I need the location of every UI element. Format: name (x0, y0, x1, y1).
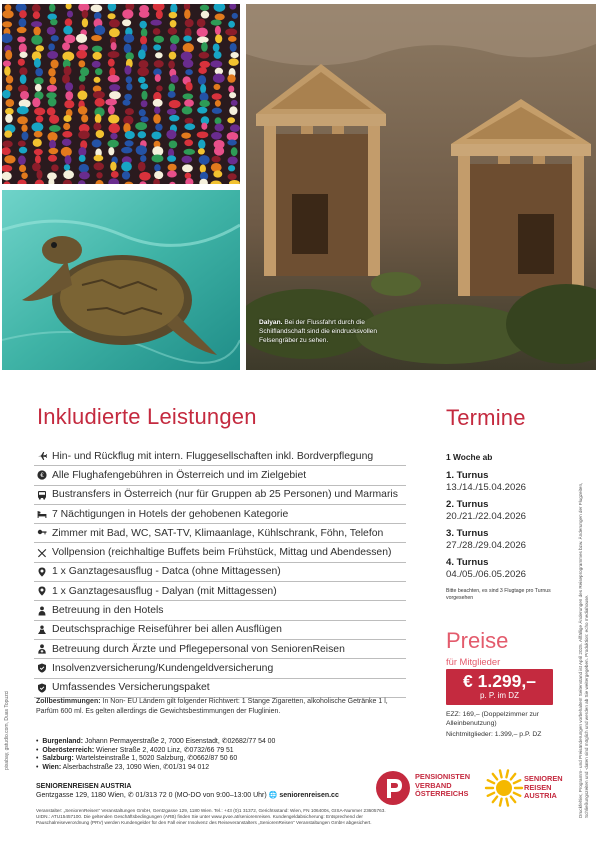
trip-duration: 1 Woche ab (446, 452, 493, 462)
company-address: Gentzgasse 129, 1180 Wien, (36, 792, 126, 799)
office-address (36, 755, 366, 764)
globe-icon: 🌐 (268, 792, 278, 799)
office-street: Wartelsteinstraße 1, 5020 Salzburg, (75, 755, 186, 763)
sra-logo-text (524, 775, 563, 801)
service-item (34, 640, 406, 659)
service-item (34, 466, 406, 485)
sun-icon (484, 768, 524, 808)
turnus-name: 4. Turnus (446, 557, 489, 568)
euro-icon (34, 470, 49, 480)
office-address (36, 764, 366, 773)
price-amount: € 1.299,– (463, 671, 536, 691)
office-street: Johann Permayerstraße 2, 7000 Eisenstadt, (84, 738, 220, 745)
service-item (34, 505, 406, 524)
service-label: Umfassendes Versicherungspaket (52, 682, 210, 694)
service-item (34, 659, 406, 678)
senioren-reisen-logo (484, 768, 584, 808)
customs-label: Zollbestimmungen: (36, 698, 101, 705)
office-addresses (36, 738, 366, 772)
service-item (34, 601, 406, 620)
sra-line: SENIOREN (524, 774, 563, 783)
bed-icon (34, 509, 49, 519)
location-pin-icon (34, 567, 49, 577)
price-unit: p. P. im DZ (480, 691, 519, 700)
cutlery-icon (34, 548, 49, 558)
service-item (34, 524, 406, 543)
caption-place: Dalyan. (259, 319, 283, 326)
office-phone: 02682/77 54 00 (227, 738, 276, 745)
service-label: Insolvenzversicherung/Kundengeldversicherung (52, 662, 274, 674)
service-item (34, 582, 406, 601)
turnus-name: 3. Turnus (446, 528, 489, 539)
turnus-dates: 04./05./06.05.2026 (446, 569, 527, 580)
service-item (34, 543, 406, 562)
caption-text: Bei der Flussfahrt durch die Schilflandschaft sind die eindrucksvollen Felsengräber zu sehen. (259, 319, 378, 345)
office-phone: 0662/87 50 60 (193, 755, 238, 763)
shield-icon (34, 683, 49, 693)
service-label: 1 x Ganztagesausflug - Datca (ohne Mittagessen) (52, 566, 281, 578)
turnus-name: 1. Turnus (446, 470, 489, 481)
pvo-line: VERBAND (415, 780, 452, 790)
turnus-dates: 20./21./22.04.2026 (446, 511, 527, 522)
fine-print: Veranstalter: „SeniorenReisen“ Veranstaltungen GmbH, Gentzgasse 129, 1180 Wien. Tel.: +43 (0)1 31372, Gerichtsstand: Wien, FN 106400s, GISA-Nummer 23605763. UIDN.: ATU15457100. Die geltenden Geschäftsbedingungen (ARB) finden Sie unter www.pvoe.at/seniorenreisen. Kundengeldabsicherung: Entsprechend der Pauschalreiseverordnung (PRV) werden Kundengelder für den Fall einer Insolvenz des Reiseveranstalters „SeniorenReisen“ Veranstaltungen GmbH abgesichert. (36, 808, 386, 825)
bus-icon (34, 490, 49, 500)
office-street: Alserbachstraße 23, 1090 Wien, (62, 763, 162, 771)
office-region: Wien: (42, 763, 62, 771)
service-label: Betreuung durch Ärzte und Pflegepersonal von SeniorenReisen (52, 643, 345, 655)
service-label: Deutschsprachige Reiseführer bei allen Ausflügen (52, 624, 282, 636)
pvo-line: PENSIONISTEN (415, 772, 471, 781)
office-street: Wiener Straße 2, 4020 Linz, (96, 746, 182, 754)
service-item (34, 563, 406, 582)
turnus-dates: 27./28./29.04.2026 (446, 540, 527, 551)
single-supplement: EZZ: 169,– (Doppelzimmer zur Alleinbenutzung) (446, 711, 539, 727)
pvo-logo-text (415, 773, 470, 799)
turnus-dates: 13./14./15.04.2026 (446, 482, 527, 493)
service-label: 1 x Ganztagesausflug - Dalyan (mit Mittagessen) (52, 585, 277, 597)
phone-icon: ✆ (187, 755, 194, 763)
prices-subtitle: für Mitglieder (446, 656, 501, 667)
legal-notice: Druckfehler, Programm- und Preisänderungen vorbehalten! Seitenstand ist April 2025. Allfällige Änderungen des Reiseprogrammes bzw. Änderungen der Flugzeiten, Schließungszeiten und -daten sind möglich und werden ab Sie weitergegeben. Produktion: echo mediahouse. (578, 482, 590, 818)
phone-icon: ✆ (163, 763, 169, 771)
service-label: Betreuung in den Hotels (52, 605, 164, 617)
doctor-icon (34, 644, 49, 654)
location-pin-icon (34, 586, 49, 596)
service-item (34, 621, 406, 640)
service-item (34, 447, 406, 466)
rock-tombs-photo (246, 4, 596, 370)
turnus-3 (446, 528, 586, 552)
customs-text: In Non- EU Ländern gilt folgender Richtwert: 1 Stange Zigaretten, alkoholische Getränke 1 l, Parfüm 600 ml. Es gelten allerdings die Gewichtsbestimmungen der Fluglinien. (36, 698, 388, 715)
service-label: 7 Nächtigungen in Hotels der gehobenen Kategorie (52, 508, 289, 520)
turnus-2 (446, 499, 586, 523)
photo-caption (259, 318, 409, 346)
service-item (34, 486, 406, 505)
turnus-1 (446, 470, 586, 494)
office-phone: 0732/66 79 51 (189, 746, 234, 754)
service-label: Hin- und Rückflug mit intern. Fluggesellschaften inkl. Bordverpflegung (52, 450, 374, 462)
office-address (36, 738, 366, 747)
beads-photo (2, 4, 240, 184)
phone-icon: ✆ (127, 792, 134, 799)
nonmember-price: Nichtmitglieder: 1.399,– p.P. DZ (446, 731, 542, 738)
plane-icon (34, 451, 49, 461)
service-label: Alle Flughafengebühren in Österreich und im Zielgebiet (52, 469, 307, 481)
dates-title: Termine (446, 405, 526, 430)
pvo-logo-mark (375, 770, 411, 806)
flight-days-note: Bitte beachten, es sind 3 Flugtage pro Turnus vorgesehen (446, 588, 551, 601)
customs-info (36, 697, 406, 717)
photo-credits: pixabay, gstudio.com, Duas Topuzci (4, 690, 10, 770)
company-phone: 01/313 72 0 (MO-DO von 9:00–13:00 Uhr) (135, 792, 267, 799)
service-label: Zimmer mit Bad, WC, SAT-TV, Klimaanlage, Kühlschrank, Föhn, Telefon (52, 527, 384, 539)
phone-icon: ✆ (221, 738, 228, 745)
price-badge (446, 669, 553, 705)
sra-line: REISEN (524, 782, 552, 792)
office-address (36, 747, 366, 756)
service-item (34, 679, 406, 698)
office-phone: 01/31 94 012 (168, 763, 210, 771)
guide-icon (34, 625, 49, 635)
pvo-logo (375, 768, 475, 808)
office-region: Burgenland: (42, 738, 83, 745)
turnus-4 (446, 557, 586, 581)
svg-text:€: € (39, 473, 44, 480)
company-info (36, 782, 366, 800)
sra-line: AUSTRIA (524, 791, 557, 801)
phone-icon: ✆ (183, 746, 190, 754)
turnus-name: 2. Turnus (446, 499, 489, 510)
office-region: Salzburg: (42, 755, 74, 763)
turtle-photo (2, 190, 240, 370)
prices-title: Preise (446, 628, 509, 653)
service-label: Vollpension (reichhaltige Buffets beim Frühstück, Mittag und Abendessen) (52, 547, 392, 559)
office-region: Oberösterreich: (42, 746, 95, 754)
company-web[interactable]: seniorenreisen.cc (279, 792, 339, 799)
pvo-line: ÖSTERREICHS (415, 789, 469, 799)
company-name: SENIORENREISEN AUSTRIA (36, 783, 132, 790)
room-key-icon (34, 528, 49, 538)
services-list (34, 447, 406, 698)
service-label: Bustransfers in Österreich (nur für Gruppen ab 25 Personen) und Marmaris (52, 489, 398, 501)
shield-icon (34, 663, 49, 673)
person-care-icon (34, 606, 49, 616)
services-title: Inkludierte Leistungen (37, 404, 257, 429)
